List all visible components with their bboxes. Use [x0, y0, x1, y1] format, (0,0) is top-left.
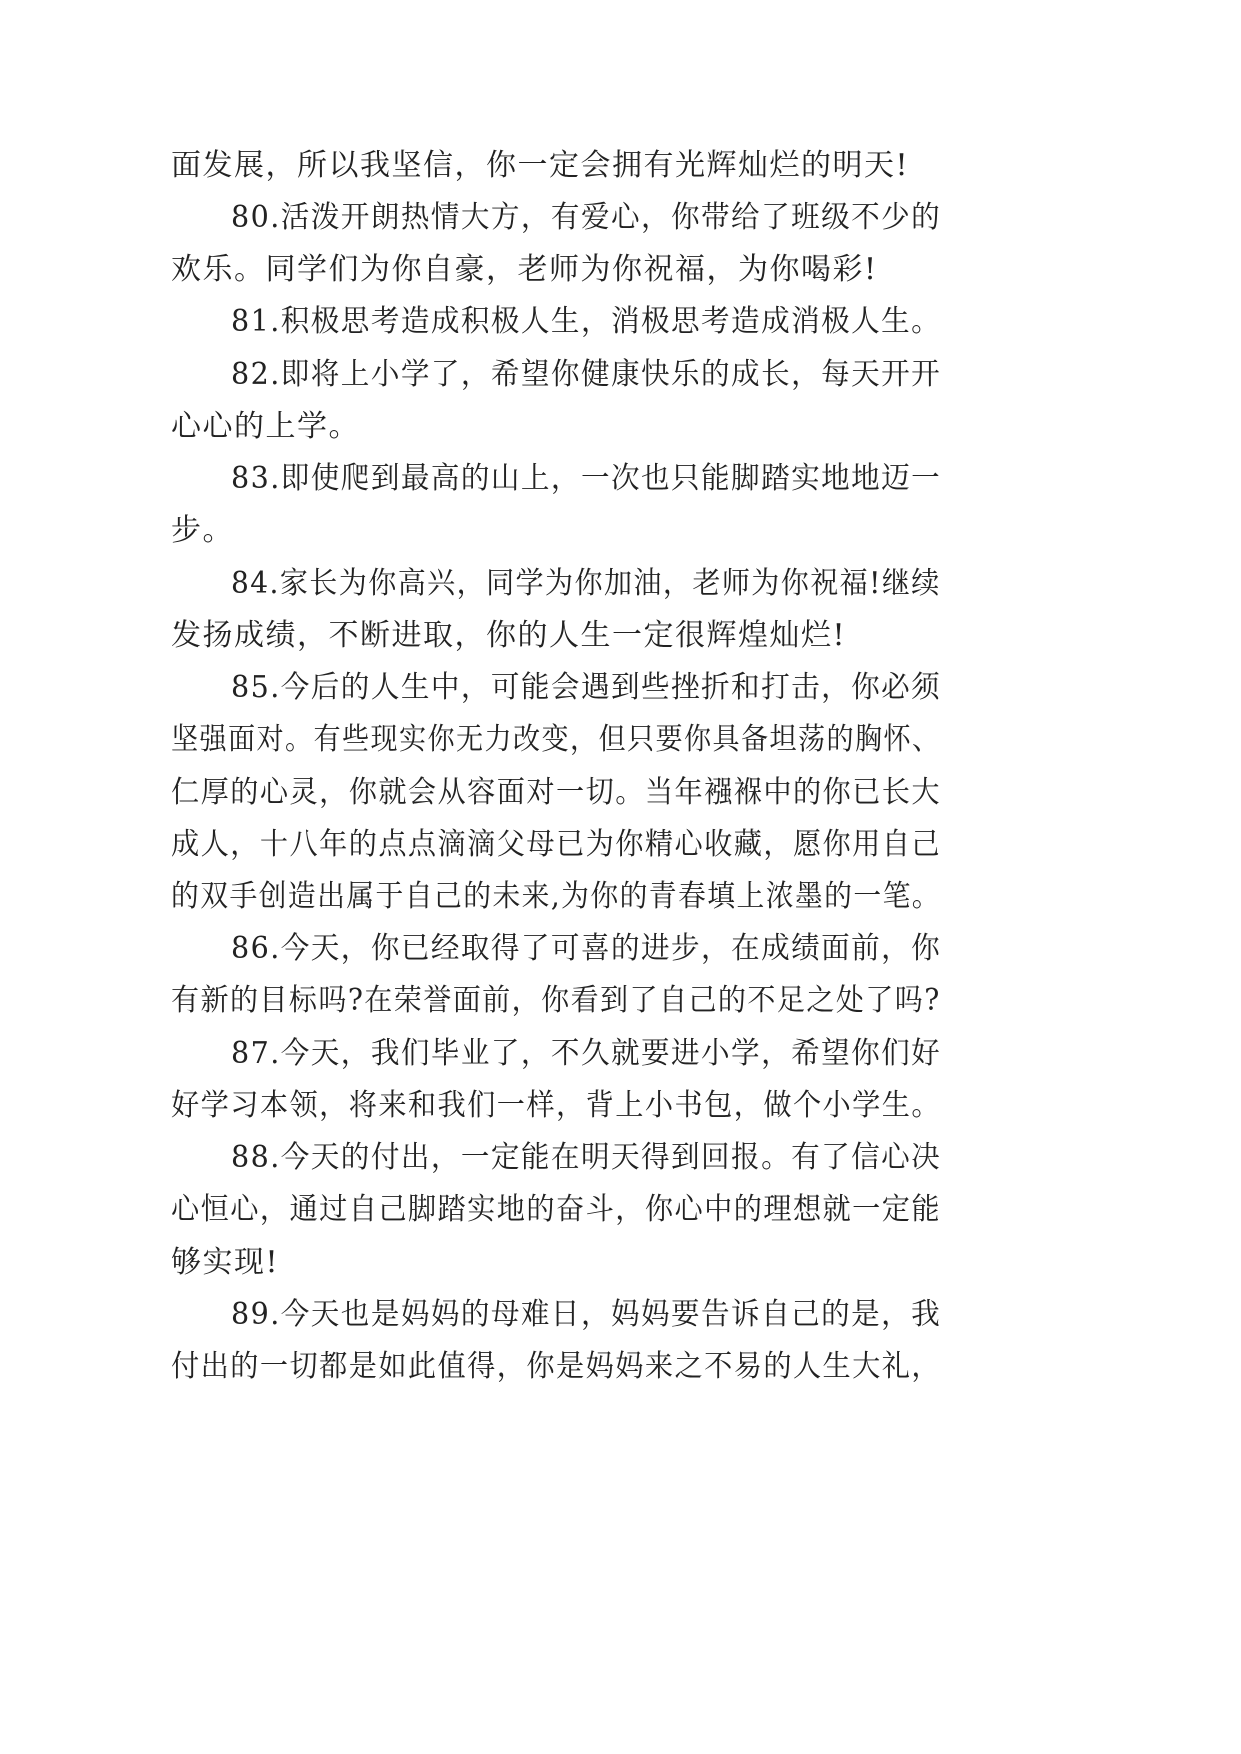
list-item-89: 89.今天也是妈妈的母难日，妈妈要告诉自己的是，我	[231, 1297, 942, 1332]
list-item-87: 87.今天，我们毕业了，不久就要进小学，希望你们好	[231, 1036, 942, 1071]
text-line: 付出的一切都是如此值得，你是妈妈来之不易的人生大礼，	[171, 1349, 942, 1384]
text-line: 面发展，所以我坚信，你一定会拥有光辉灿烂的明天!	[171, 148, 910, 183]
list-item-82: 82.即将上小学了，希望你健康快乐的成长，每天开开	[231, 357, 942, 392]
text-line: 心心的上学。	[171, 409, 360, 444]
text-line: 的双手创造出属于自己的未来,为你的青春填上浓墨的一笔。	[171, 879, 942, 914]
list-item-85: 85.今后的人生中，可能会遇到些挫折和打击，你必须	[231, 670, 942, 705]
text-line: 发扬成绩，不断进取，你的人生一定很辉煌灿烂!	[171, 618, 847, 653]
list-item-80: 80.活泼开朗热情大方，有爱心，你带给了班级不少的	[231, 200, 942, 235]
text-line: 步。	[171, 513, 234, 548]
list-item-86: 86.今天，你已经取得了可喜的进步，在成绩面前，你	[231, 931, 942, 966]
list-item-83: 83.即使爬到最高的山上，一次也只能脚踏实地地迈一	[231, 461, 942, 496]
text-line: 坚强面对。有些现实你无力改变，但只要你具备坦荡的胸怀、	[171, 722, 941, 757]
text-line: 欢乐。同学们为你自豪，老师为你祝福，为你喝彩!	[171, 252, 878, 287]
text-line: 够实现!	[171, 1245, 280, 1280]
text-line: 仁厚的心灵，你就会从容面对一切。当年襁褓中的你已长大	[171, 775, 942, 810]
list-item-84: 84.家长为你高兴，同学为你加油，老师为你祝福!继续	[231, 566, 941, 601]
text-line: 心恒心，通过自己脚踏实地的奋斗，你心中的理想就一定能	[171, 1192, 942, 1227]
text-line: 好学习本领，将来和我们一样，背上小书包，做个小学生。	[171, 1088, 942, 1123]
text-line: 有新的目标吗?在荣誉面前，你看到了自己的不足之处了吗?	[171, 983, 941, 1018]
list-item-88: 88.今天的付出，一定能在明天得到回报。有了信心决	[231, 1140, 942, 1175]
list-item-81: 81.积极思考造成积极人生，消极思考造成消极人生。	[231, 304, 942, 339]
text-line: 成人，十八年的点点滴滴父母已为你精心收藏，愿你用自己	[171, 827, 942, 862]
